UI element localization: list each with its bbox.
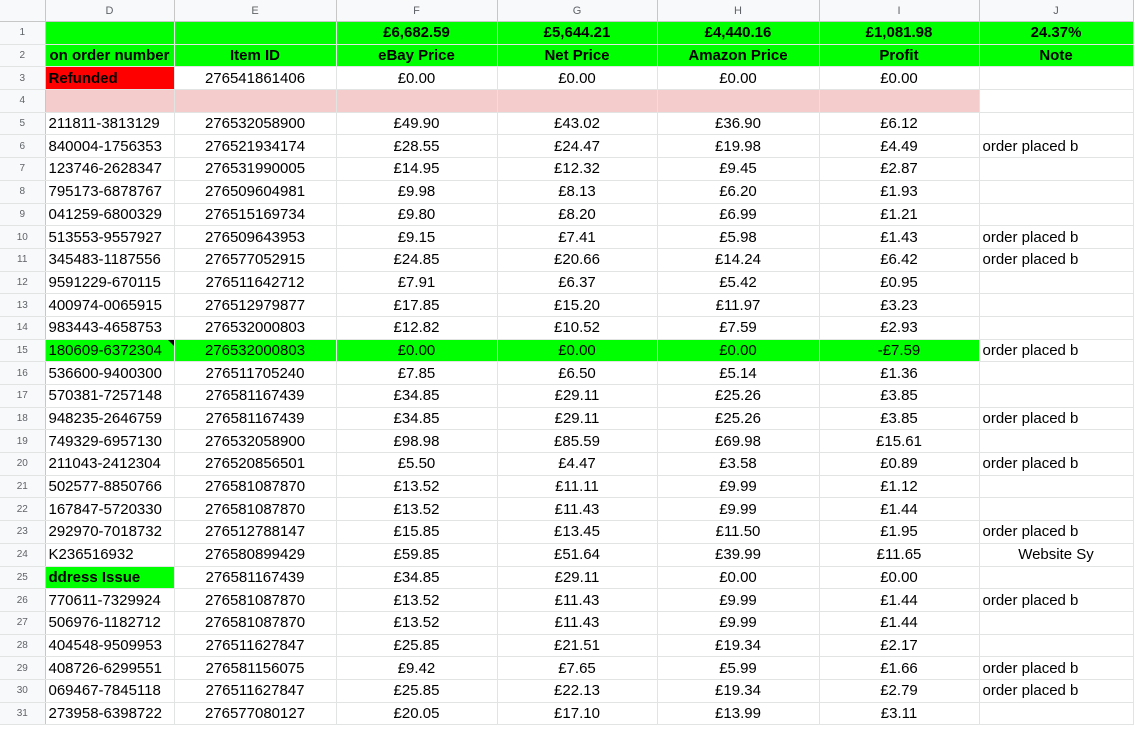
profit-cell[interactable]: £3.85 <box>819 407 979 430</box>
header-row <box>0 44 1133 67</box>
net-price-cell[interactable]: £11.43 <box>497 611 657 634</box>
profit-cell[interactable]: £1.66 <box>819 657 979 680</box>
profit-cell[interactable]: £0.95 <box>819 271 979 294</box>
note-cell[interactable] <box>979 316 1133 339</box>
order-number-cell[interactable]: 770611-7329924 <box>45 589 174 612</box>
amazon-price-cell[interactable]: £9.99 <box>657 475 819 498</box>
table-row <box>0 385 1133 408</box>
row-number[interactable]: 14 <box>0 316 45 339</box>
profit-cell[interactable]: £2.17 <box>819 634 979 657</box>
profit-cell[interactable]: £1.93 <box>819 180 979 203</box>
ebay-price-cell[interactable]: £9.80 <box>336 203 497 226</box>
amazon-price-cell[interactable]: £3.58 <box>657 453 819 476</box>
column-header-e[interactable]: E <box>174 0 336 22</box>
ebay-price-cell[interactable]: £0.00 <box>336 67 497 90</box>
table-row <box>0 543 1133 566</box>
profit-cell[interactable]: £1.12 <box>819 475 979 498</box>
amazon-price-cell[interactable]: £25.26 <box>657 407 819 430</box>
total-profit[interactable]: £1,081.98 <box>819 22 979 45</box>
row-number[interactable]: 26 <box>0 589 45 612</box>
net-price-cell[interactable]: £17.10 <box>497 702 657 725</box>
total-net-price[interactable]: £5,644.21 <box>497 22 657 45</box>
profit-cell[interactable]: £1.21 <box>819 203 979 226</box>
amazon-price-cell[interactable]: £39.99 <box>657 543 819 566</box>
order-number-cell[interactable]: 041259-6800329 <box>45 203 174 226</box>
ebay-price-cell[interactable]: £28.55 <box>336 135 497 158</box>
note-cell[interactable] <box>979 90 1133 113</box>
note-cell[interactable] <box>979 385 1133 408</box>
column-header-f[interactable]: F <box>336 0 497 22</box>
table-row <box>0 339 1133 362</box>
row-number[interactable]: 11 <box>0 248 45 271</box>
item-id-cell[interactable]: 276577052915 <box>174 248 336 271</box>
ebay-price-cell[interactable]: £9.15 <box>336 226 497 249</box>
ebay-price-cell[interactable]: £13.52 <box>336 611 497 634</box>
row-number[interactable]: 27 <box>0 611 45 634</box>
order-number-cell[interactable]: 404548-9509953 <box>45 634 174 657</box>
item-id-cell[interactable]: 276511705240 <box>174 362 336 385</box>
ebay-price-cell[interactable]: £34.85 <box>336 566 497 589</box>
ebay-price-cell[interactable]: £17.85 <box>336 294 497 317</box>
row-number[interactable]: 31 <box>0 702 45 725</box>
net-price-cell[interactable]: £51.64 <box>497 543 657 566</box>
order-number-cell[interactable]: 9591229-670115 <box>45 271 174 294</box>
order-number-cell[interactable] <box>45 90 174 113</box>
amazon-price-cell[interactable]: £6.99 <box>657 203 819 226</box>
profit-cell[interactable]: £1.95 <box>819 521 979 544</box>
ebay-price-cell[interactable] <box>336 90 497 113</box>
profit-cell[interactable]: £1.44 <box>819 611 979 634</box>
amazon-price-cell[interactable]: £5.99 <box>657 657 819 680</box>
profit-cell[interactable]: -£7.59 <box>819 339 979 362</box>
column-header-d[interactable]: D <box>45 0 174 22</box>
net-price-cell[interactable]: £13.45 <box>497 521 657 544</box>
profit-cell[interactable]: £6.42 <box>819 248 979 271</box>
table-row <box>0 634 1133 657</box>
item-id-cell[interactable]: 276511642712 <box>174 271 336 294</box>
row-number[interactable]: 21 <box>0 475 45 498</box>
ebay-price-cell[interactable]: £12.82 <box>336 316 497 339</box>
profit-cell[interactable]: £6.12 <box>819 112 979 135</box>
table-row <box>0 158 1133 181</box>
ebay-price-cell[interactable]: £98.98 <box>336 430 497 453</box>
amazon-price-cell[interactable]: £0.00 <box>657 339 819 362</box>
order-number-cell[interactable]: ddress Issue <box>45 566 174 589</box>
profit-cell[interactable]: £4.49 <box>819 135 979 158</box>
profit-cell[interactable]: £3.85 <box>819 385 979 408</box>
ebay-price-cell[interactable]: £15.85 <box>336 521 497 544</box>
note-cell[interactable]: order placed b <box>979 407 1133 430</box>
row-number[interactable]: 22 <box>0 498 45 521</box>
amazon-price-cell[interactable]: £5.42 <box>657 271 819 294</box>
amazon-price-cell[interactable]: £9.99 <box>657 589 819 612</box>
order-number-cell[interactable]: 513553-9557927 <box>45 226 174 249</box>
order-number-cell[interactable]: 123746-2628347 <box>45 158 174 181</box>
note-cell[interactable]: order placed b <box>979 339 1133 362</box>
ebay-price-cell[interactable]: £59.85 <box>336 543 497 566</box>
ebay-price-cell[interactable]: £13.52 <box>336 498 497 521</box>
order-number-cell[interactable]: K236516932 <box>45 543 174 566</box>
table-row <box>0 90 1133 113</box>
order-number-cell[interactable]: Refunded <box>45 67 174 90</box>
note-cell[interactable] <box>979 634 1133 657</box>
item-id-cell[interactable]: 276521934174 <box>174 135 336 158</box>
row-number[interactable]: 12 <box>0 271 45 294</box>
row-number[interactable]: 19 <box>0 430 45 453</box>
row-number[interactable]: 17 <box>0 385 45 408</box>
item-id-cell[interactable]: 276532058900 <box>174 112 336 135</box>
table-row <box>0 135 1133 158</box>
item-id-cell[interactable]: 276512979877 <box>174 294 336 317</box>
note-cell[interactable]: order placed b <box>979 589 1133 612</box>
ebay-price-cell[interactable]: £34.85 <box>336 407 497 430</box>
net-price-cell[interactable]: £29.11 <box>497 407 657 430</box>
item-id-cell[interactable]: 276511627847 <box>174 634 336 657</box>
column-header-g[interactable]: G <box>497 0 657 22</box>
amazon-price-cell[interactable]: £36.90 <box>657 112 819 135</box>
profit-cell[interactable]: £0.00 <box>819 566 979 589</box>
ebay-price-cell[interactable]: £0.00 <box>336 339 497 362</box>
net-price-cell[interactable]: £20.66 <box>497 248 657 271</box>
row-number[interactable]: 8 <box>0 180 45 203</box>
row-number[interactable]: 13 <box>0 294 45 317</box>
row-number[interactable]: 10 <box>0 226 45 249</box>
header-ebay-price[interactable]: eBay Price <box>336 44 497 67</box>
item-id-cell[interactable]: 276581087870 <box>174 475 336 498</box>
order-number-cell[interactable]: 570381-7257148 <box>45 385 174 408</box>
note-cell[interactable]: order placed b <box>979 226 1133 249</box>
ebay-price-cell[interactable]: £25.85 <box>336 634 497 657</box>
net-price-cell[interactable]: £21.51 <box>497 634 657 657</box>
profit-cell[interactable]: £3.23 <box>819 294 979 317</box>
order-number-cell[interactable]: 211043-2412304 <box>45 453 174 476</box>
net-price-cell[interactable]: £7.65 <box>497 657 657 680</box>
profit-cell[interactable]: £2.93 <box>819 316 979 339</box>
ebay-price-cell[interactable]: £7.91 <box>336 271 497 294</box>
row-number[interactable]: 29 <box>0 657 45 680</box>
header-profit[interactable]: Profit <box>819 44 979 67</box>
net-price-cell[interactable]: £7.41 <box>497 226 657 249</box>
table-row <box>0 430 1133 453</box>
profit-cell[interactable]: £1.36 <box>819 362 979 385</box>
row-number[interactable]: 2 <box>0 44 45 67</box>
table-row <box>0 362 1133 385</box>
table-row <box>0 453 1133 476</box>
profit-cell[interactable]: £1.44 <box>819 589 979 612</box>
row-number[interactable]: 5 <box>0 112 45 135</box>
ebay-price-cell[interactable]: £20.05 <box>336 702 497 725</box>
note-cell[interactable] <box>979 498 1133 521</box>
table-row <box>0 203 1133 226</box>
ebay-price-cell[interactable]: £14.95 <box>336 158 497 181</box>
item-id-cell[interactable]: 276580899429 <box>174 543 336 566</box>
item-id-cell[interactable]: 276512788147 <box>174 521 336 544</box>
ebay-price-cell[interactable]: £34.85 <box>336 385 497 408</box>
row-number[interactable]: 24 <box>0 543 45 566</box>
amazon-price-cell[interactable]: £14.24 <box>657 248 819 271</box>
net-price-cell[interactable]: £22.13 <box>497 679 657 702</box>
note-cell[interactable]: order placed b <box>979 135 1133 158</box>
profit-cell[interactable] <box>819 90 979 113</box>
total-amazon-price[interactable]: £4,440.16 <box>657 22 819 45</box>
profit-cell[interactable]: £15.61 <box>819 430 979 453</box>
order-number-cell[interactable]: 345483-1187556 <box>45 248 174 271</box>
order-number-cell[interactable]: 211811-3813129 <box>45 112 174 135</box>
order-number-cell[interactable]: 167847-5720330 <box>45 498 174 521</box>
net-price-cell[interactable]: £0.00 <box>497 339 657 362</box>
item-id-cell[interactable]: 276581087870 <box>174 611 336 634</box>
row-number[interactable]: 15 <box>0 339 45 362</box>
row-number[interactable]: 25 <box>0 566 45 589</box>
note-cell[interactable] <box>979 430 1133 453</box>
ebay-price-cell[interactable]: £5.50 <box>336 453 497 476</box>
item-id-cell[interactable]: 276581167439 <box>174 385 336 408</box>
header-item-id[interactable]: Item ID <box>174 44 336 67</box>
ebay-price-cell[interactable]: £9.42 <box>336 657 497 680</box>
note-cell[interactable]: Website Sy <box>979 543 1133 566</box>
net-price-cell[interactable]: £4.47 <box>497 453 657 476</box>
note-cell[interactable] <box>979 67 1133 90</box>
net-price-cell[interactable] <box>497 90 657 113</box>
net-price-cell[interactable]: £8.13 <box>497 180 657 203</box>
row-number[interactable]: 7 <box>0 158 45 181</box>
ebay-price-cell[interactable]: £7.85 <box>336 362 497 385</box>
note-cell[interactable]: order placed b <box>979 679 1133 702</box>
table-row <box>0 112 1133 135</box>
table-row <box>0 67 1133 90</box>
ebay-price-cell[interactable]: £25.85 <box>336 679 497 702</box>
item-id-cell[interactable]: 276581087870 <box>174 589 336 612</box>
net-price-cell[interactable]: £43.02 <box>497 112 657 135</box>
order-number-cell[interactable]: 749329-6957130 <box>45 430 174 453</box>
total-margin[interactable]: 24.37% <box>979 22 1133 45</box>
note-cell[interactable] <box>979 112 1133 135</box>
net-price-cell[interactable]: £11.43 <box>497 589 657 612</box>
table-row <box>0 226 1133 249</box>
profit-cell[interactable]: £2.79 <box>819 679 979 702</box>
total-cell-d[interactable] <box>45 22 174 45</box>
profit-cell[interactable]: £2.87 <box>819 158 979 181</box>
order-number-cell[interactable]: 069467-7845118 <box>45 679 174 702</box>
amazon-price-cell[interactable]: £0.00 <box>657 566 819 589</box>
table-row <box>0 566 1133 589</box>
column-header-row <box>0 0 1133 22</box>
item-id-cell[interactable]: 276531990005 <box>174 158 336 181</box>
item-id-cell[interactable]: 276515169734 <box>174 203 336 226</box>
row-number[interactable]: 28 <box>0 634 45 657</box>
profit-cell[interactable]: £0.00 <box>819 67 979 90</box>
order-number-cell[interactable]: 983443-4658753 <box>45 316 174 339</box>
order-number-cell[interactable]: 506976-1182712 <box>45 611 174 634</box>
note-cell[interactable] <box>979 180 1133 203</box>
note-cell[interactable] <box>979 566 1133 589</box>
table-row <box>0 657 1133 680</box>
note-cell[interactable] <box>979 702 1133 725</box>
amazon-price-cell[interactable]: £0.00 <box>657 67 819 90</box>
item-id-cell[interactable]: 276520856501 <box>174 453 336 476</box>
amazon-price-cell[interactable]: £11.50 <box>657 521 819 544</box>
order-number-cell[interactable]: 180609-6372304 <box>45 339 174 362</box>
order-number-cell[interactable]: 400974-0065915 <box>45 294 174 317</box>
row-number[interactable]: 4 <box>0 90 45 113</box>
table-row <box>0 702 1133 725</box>
amazon-price-cell[interactable] <box>657 90 819 113</box>
total-ebay-price[interactable]: £6,682.59 <box>336 22 497 45</box>
net-price-cell[interactable]: £6.50 <box>497 362 657 385</box>
item-id-cell[interactable]: 276541861406 <box>174 67 336 90</box>
net-price-cell[interactable]: £29.11 <box>497 566 657 589</box>
table-row <box>0 407 1133 430</box>
profit-cell[interactable]: £11.65 <box>819 543 979 566</box>
header-note[interactable]: Note <box>979 44 1133 67</box>
order-number-cell[interactable]: 273958-6398722 <box>45 702 174 725</box>
header-amazon-price[interactable]: Amazon Price <box>657 44 819 67</box>
order-number-cell[interactable]: 292970-7018732 <box>45 521 174 544</box>
net-price-cell[interactable]: £12.32 <box>497 158 657 181</box>
net-price-cell[interactable]: £29.11 <box>497 385 657 408</box>
amazon-price-cell[interactable]: £9.99 <box>657 611 819 634</box>
table-row <box>0 589 1133 612</box>
net-price-cell[interactable]: £11.11 <box>497 475 657 498</box>
order-number-cell[interactable]: 408726-6299551 <box>45 657 174 680</box>
item-id-cell[interactable]: 276509604981 <box>174 180 336 203</box>
table-row <box>0 611 1133 634</box>
note-cell[interactable] <box>979 294 1133 317</box>
amazon-price-cell[interactable]: £5.14 <box>657 362 819 385</box>
row-number[interactable]: 20 <box>0 453 45 476</box>
amazon-price-cell[interactable]: £19.34 <box>657 679 819 702</box>
row-number[interactable]: 23 <box>0 521 45 544</box>
net-price-cell[interactable]: £10.52 <box>497 316 657 339</box>
row-number[interactable]: 9 <box>0 203 45 226</box>
item-id-cell[interactable]: 276532000803 <box>174 339 336 362</box>
amazon-price-cell[interactable]: £6.20 <box>657 180 819 203</box>
table-row <box>0 271 1133 294</box>
order-number-cell[interactable]: 536600-9400300 <box>45 362 174 385</box>
ebay-price-cell[interactable]: £24.85 <box>336 248 497 271</box>
note-cell[interactable] <box>979 475 1133 498</box>
amazon-price-cell[interactable]: £25.26 <box>657 385 819 408</box>
profit-cell[interactable]: £1.44 <box>819 498 979 521</box>
note-cell[interactable] <box>979 362 1133 385</box>
item-id-cell[interactable]: 276581087870 <box>174 498 336 521</box>
header-order-number[interactable]: on order number <box>45 44 174 67</box>
note-cell[interactable]: order placed b <box>979 453 1133 476</box>
table-row <box>0 248 1133 271</box>
order-number-cell[interactable]: 502577-8850766 <box>45 475 174 498</box>
order-number-cell[interactable]: 840004-1756353 <box>45 135 174 158</box>
table-row <box>0 679 1133 702</box>
amazon-price-cell[interactable]: £11.97 <box>657 294 819 317</box>
net-price-cell[interactable]: £11.43 <box>497 498 657 521</box>
table-row <box>0 294 1133 317</box>
amazon-price-cell[interactable]: £7.59 <box>657 316 819 339</box>
ebay-price-cell[interactable]: £9.98 <box>336 180 497 203</box>
item-id-cell[interactable]: 276577080127 <box>174 702 336 725</box>
net-price-cell[interactable]: £8.20 <box>497 203 657 226</box>
profit-cell[interactable]: £1.43 <box>819 226 979 249</box>
row-number[interactable]: 6 <box>0 135 45 158</box>
net-price-cell[interactable]: £15.20 <box>497 294 657 317</box>
table-row <box>0 180 1133 203</box>
amazon-price-cell[interactable]: £19.98 <box>657 135 819 158</box>
net-price-cell[interactable]: £6.37 <box>497 271 657 294</box>
select-all-corner[interactable] <box>0 0 45 22</box>
row-number[interactable]: 18 <box>0 407 45 430</box>
row-number[interactable]: 1 <box>0 22 45 45</box>
order-number-cell[interactable]: 795173-6878767 <box>45 180 174 203</box>
table-row <box>0 475 1133 498</box>
item-id-cell[interactable]: 276532058900 <box>174 430 336 453</box>
column-header-j[interactable]: J <box>979 0 1133 22</box>
item-id-cell[interactable]: 276581156075 <box>174 657 336 680</box>
note-cell[interactable] <box>979 271 1133 294</box>
item-id-cell[interactable]: 276511627847 <box>174 679 336 702</box>
order-number-cell[interactable]: 948235-2646759 <box>45 407 174 430</box>
amazon-price-cell[interactable]: £13.99 <box>657 702 819 725</box>
profit-cell[interactable]: £0.89 <box>819 453 979 476</box>
note-cell[interactable] <box>979 203 1133 226</box>
item-id-cell[interactable] <box>174 90 336 113</box>
amazon-price-cell[interactable]: £19.34 <box>657 634 819 657</box>
profit-cell[interactable]: £3.11 <box>819 702 979 725</box>
table-row <box>0 316 1133 339</box>
ebay-price-cell[interactable]: £13.52 <box>336 589 497 612</box>
item-id-cell[interactable]: 276581167439 <box>174 407 336 430</box>
item-id-cell[interactable]: 276509643953 <box>174 226 336 249</box>
item-id-cell[interactable]: 276532000803 <box>174 316 336 339</box>
totals-row <box>0 22 1133 45</box>
row-number[interactable]: 16 <box>0 362 45 385</box>
row-number[interactable]: 3 <box>0 67 45 90</box>
total-cell-e[interactable] <box>174 22 336 45</box>
item-id-cell[interactable]: 276581167439 <box>174 566 336 589</box>
column-header-i[interactable]: I <box>819 0 979 22</box>
table-row <box>0 498 1133 521</box>
amazon-price-cell[interactable]: £5.98 <box>657 226 819 249</box>
note-cell[interactable] <box>979 611 1133 634</box>
ebay-price-cell[interactable]: £13.52 <box>336 475 497 498</box>
amazon-price-cell[interactable]: £9.99 <box>657 498 819 521</box>
net-price-cell[interactable]: £0.00 <box>497 67 657 90</box>
net-price-cell[interactable]: £85.59 <box>497 430 657 453</box>
net-price-cell[interactable]: £24.47 <box>497 135 657 158</box>
table-row <box>0 521 1133 544</box>
column-header-h[interactable]: H <box>657 0 819 22</box>
note-cell[interactable] <box>979 158 1133 181</box>
ebay-price-cell[interactable]: £49.90 <box>336 112 497 135</box>
note-cell[interactable]: order placed b <box>979 248 1133 271</box>
amazon-price-cell[interactable]: £9.45 <box>657 158 819 181</box>
header-net-price[interactable]: Net Price <box>497 44 657 67</box>
note-cell[interactable]: order placed b <box>979 521 1133 544</box>
row-number[interactable]: 30 <box>0 679 45 702</box>
amazon-price-cell[interactable]: £69.98 <box>657 430 819 453</box>
note-cell[interactable]: order placed b <box>979 657 1133 680</box>
